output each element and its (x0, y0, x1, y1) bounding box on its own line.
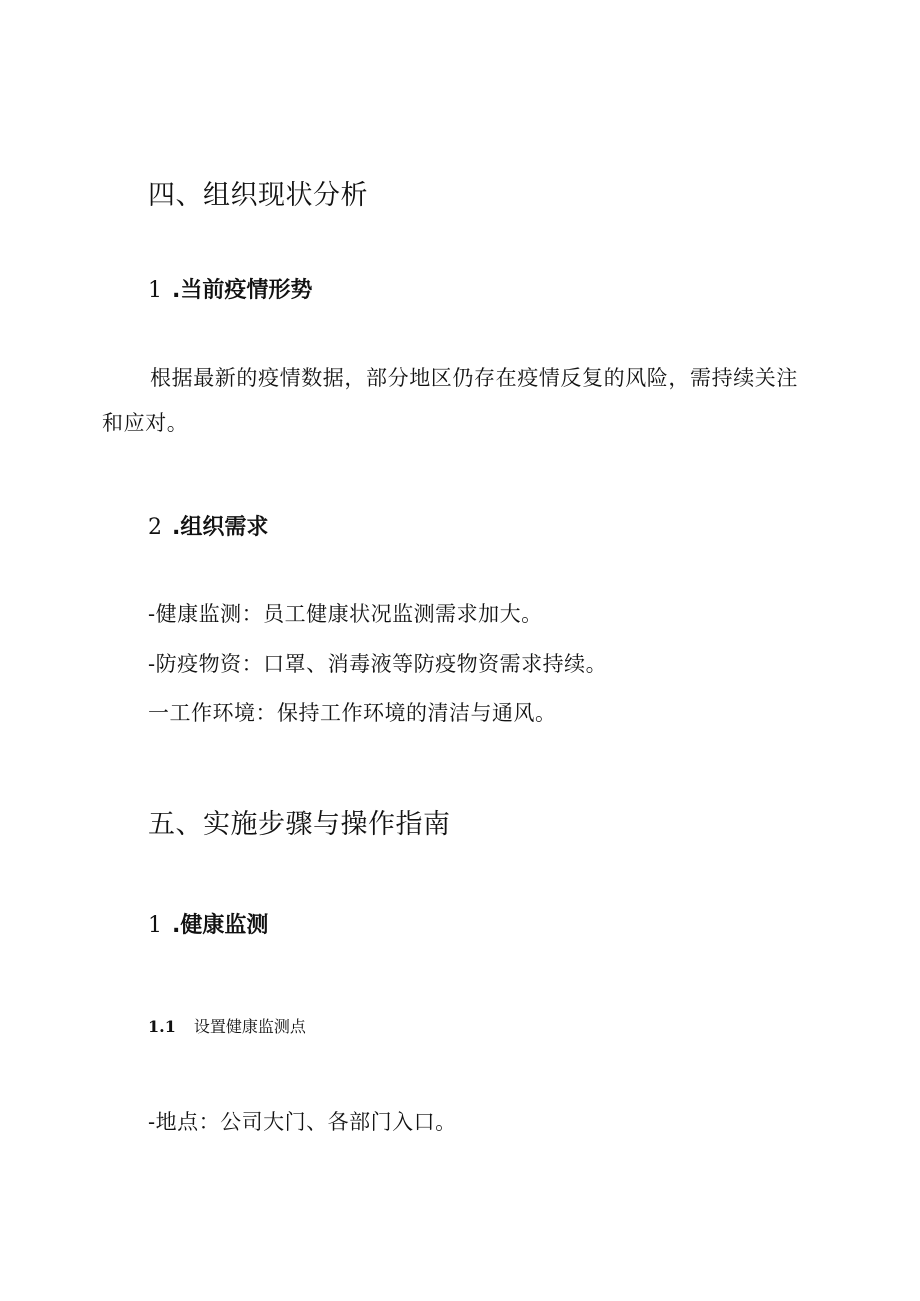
section-4-sub2-title: .组织需求 (172, 515, 269, 540)
needs-item-health: -健康监测：员工健康状况监测需求加大。 (148, 602, 543, 626)
section-5-sub1-1-heading (148, 1014, 306, 1037)
section-5-sub1-title: .健康监测 (172, 913, 269, 938)
location-item: -地点：公司大门、各部门入口。 (148, 1110, 457, 1134)
section-5-sub1-number: 1 (148, 913, 162, 938)
needs-item-environment: 一工作环境：保持工作环境的清洁与通风。 (148, 701, 557, 725)
section-5-sub1-heading (148, 908, 268, 939)
section-5-sub1-1-number: 1.1 (148, 1017, 176, 1036)
section-4-sub2-heading (148, 510, 268, 541)
section-4-sub1-title: .当前疫情形势 (172, 278, 313, 303)
section-4-sub2-number: 2 (148, 515, 162, 540)
section-4-sub1-number: 1 (148, 278, 162, 303)
needs-item-supplies: -防疫物资：口罩、消毒液等防疫物资需求持续。 (148, 652, 608, 676)
section-4-sub1-heading (148, 273, 312, 304)
section-5-sub1-1-title: 设置健康监测点 (193, 1017, 306, 1036)
section-5-heading: 五、实施步骤与操作指南 (148, 809, 451, 840)
section-4-heading: 四、组织现状分析 (148, 180, 368, 211)
situation-paragraph: 根据最新的疫情数据，部分地区仍存在疫情反复的风险，需持续关注和应对。 (102, 366, 798, 435)
